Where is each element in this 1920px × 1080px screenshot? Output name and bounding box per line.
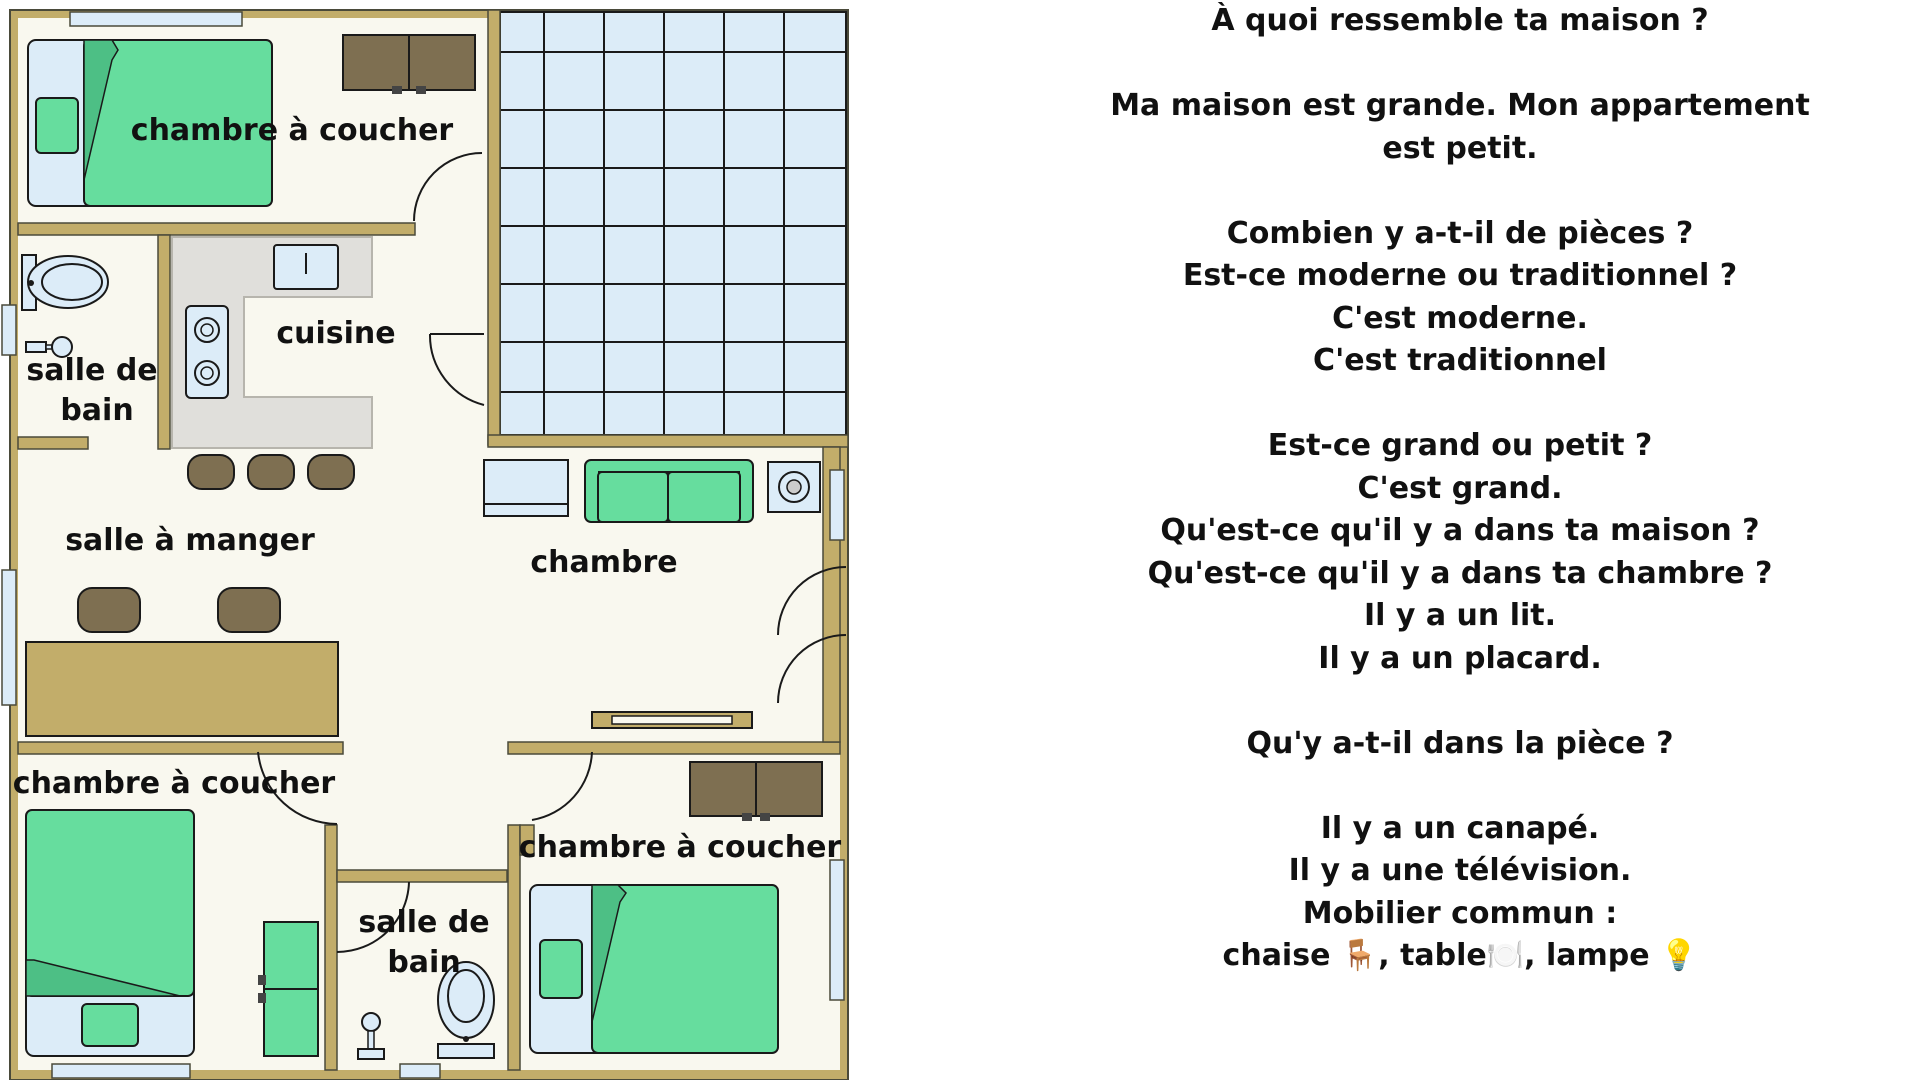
floor-plan (0, 0, 860, 1080)
text-line: Il y a un lit. (1363, 598, 1557, 633)
label-kitchen: cuisine (276, 316, 396, 351)
text-line: C'est grand. (1357, 470, 1563, 506)
text-line: C'est traditionnel (1313, 343, 1607, 378)
text-line: Il y a un canapé. (1320, 810, 1600, 846)
word-chair: chaise (1222, 938, 1331, 973)
bed-bottom-right (530, 885, 778, 1053)
tv-stand-top (484, 460, 568, 516)
toilet-left (22, 255, 108, 310)
text-line (1050, 680, 1870, 723)
text-line (1050, 383, 1870, 426)
separator: , (1378, 938, 1390, 973)
text-line (1050, 765, 1870, 808)
stools (188, 455, 354, 489)
text-line: À quoi ressemble ta maison ? (1211, 3, 1709, 38)
label-dining: salle à manger (65, 523, 315, 558)
text-line (1050, 170, 1870, 213)
table-icon: 🍽️ (1486, 938, 1525, 973)
text-line: Combien y a-t-il de pièces ? (1226, 215, 1694, 251)
label-bedroom-bottom-right: chambre à coucher (518, 830, 842, 865)
lamp-icon: 💡 (1660, 938, 1698, 973)
text-line: Il y a un placard. (1318, 640, 1602, 676)
text-line: C'est moderne. (1332, 300, 1588, 336)
label-living: chambre (530, 545, 678, 580)
text-line: Est-ce grand ou petit ? (1267, 428, 1653, 463)
lamp-table (768, 462, 820, 512)
text-line (1050, 935, 1870, 978)
chair-icon: 🪑 (1340, 938, 1379, 973)
label-bedroom-bottom-left: chambre à coucher (12, 766, 336, 801)
dining-table (26, 642, 338, 736)
word-table: table (1400, 938, 1487, 973)
label-bathroom-bottom-2: bain (387, 945, 461, 980)
text-line: Qu'est-ce qu'il y a dans ta maison ? (1160, 513, 1760, 548)
tiled-terrace (500, 12, 846, 435)
text-line (1050, 43, 1870, 86)
tv-unit (592, 712, 752, 728)
wardrobe-bottom-right (690, 762, 822, 821)
bed-bottom-left (26, 810, 194, 1056)
text-line: Il y a une télévision. (1288, 853, 1632, 888)
text-line: Qu'est-ce qu'il y a dans ta chambre ? (1147, 555, 1773, 591)
label-bedroom-top: chambre à coucher (130, 113, 454, 148)
wardrobe-top (343, 35, 475, 94)
text-line: est petit. (1382, 130, 1538, 166)
wardrobe-bottom-left (258, 922, 318, 1056)
word-lamp: lampe (1546, 938, 1650, 973)
text-line: Mobilier commun : (1302, 895, 1618, 931)
text-line: Ma maison est grande. Mon appartement (1110, 88, 1810, 123)
label-bathroom-left-1: salle de (26, 353, 158, 388)
label-bathroom-left-2: bain (60, 393, 134, 428)
text-line: Qu'y a-t-il dans la pièce ? (1246, 725, 1674, 761)
sofa (585, 460, 753, 522)
vocabulary-text-panel (1050, 0, 1870, 978)
text-line: Est-ce moderne ou traditionnel ? (1182, 258, 1738, 293)
label-bathroom-bottom-1: salle de (358, 905, 490, 940)
separator: , (1524, 938, 1536, 973)
